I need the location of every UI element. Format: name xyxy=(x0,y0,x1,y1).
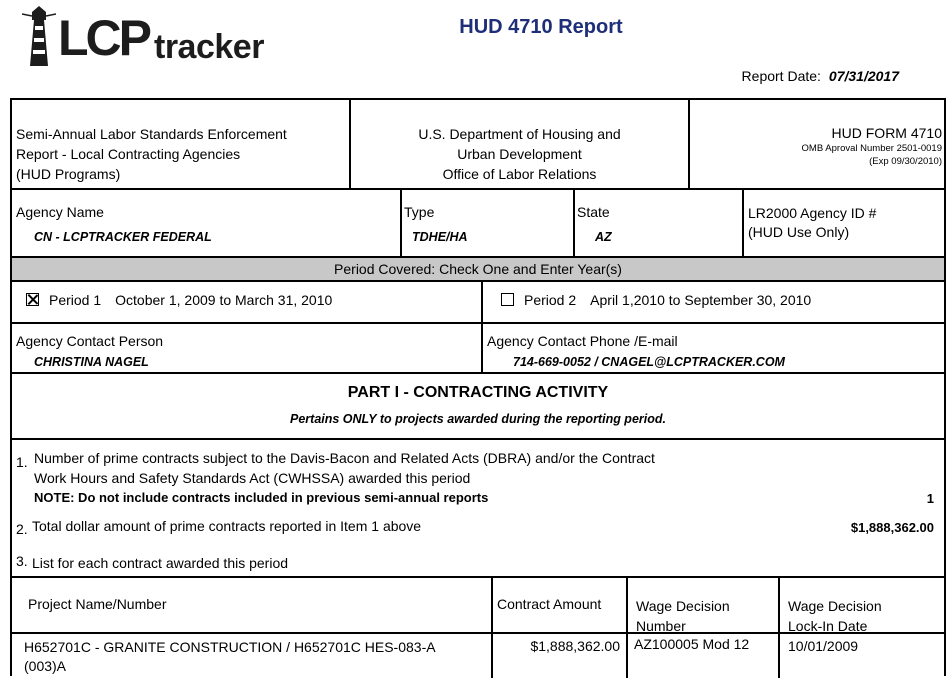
col-lock-line1: Wage Decision xyxy=(788,598,882,614)
col-amount-header xyxy=(493,578,628,632)
agency-row xyxy=(12,190,944,258)
item-1-note: NOTE: Do not include contracts included in previous semi-annual reports xyxy=(34,490,489,505)
row-lock: 10/01/2009 xyxy=(788,638,859,654)
contracts-table-header xyxy=(12,578,944,634)
period-covered-band: Period Covered: Check One and Enter Year(s) xyxy=(12,258,944,282)
logo-tracker-text: tracker xyxy=(154,28,264,66)
contact-phone-value: 714-669-0052 / CNAGEL@LCPTRACKER.COM xyxy=(513,355,785,369)
period-1-label: Period 1 xyxy=(49,292,102,308)
col-lock-line2: Lock-In Date xyxy=(788,618,868,632)
state-label: State xyxy=(577,204,610,220)
report-date-label: Report Date: xyxy=(741,68,821,84)
form-description-line2: Report - Local Contracting Agencies xyxy=(16,146,241,162)
col-wage-header xyxy=(628,578,780,632)
item-1-line2: Work Hours and Safety Standards Act (CWHSSA) awarded this period xyxy=(34,470,471,486)
state-cell xyxy=(575,190,744,256)
form-number-cell xyxy=(690,100,944,188)
col-project-label: Project Name/Number xyxy=(28,596,167,612)
items-section xyxy=(12,440,944,578)
col-amount-label: Contract Amount xyxy=(497,596,602,612)
contact-person-value: CHRISTINA NAGEL xyxy=(34,355,149,369)
table-row xyxy=(12,634,944,678)
form-description xyxy=(12,100,351,188)
part-1-title: PART I - CONTRACTING ACTIVITY xyxy=(347,384,609,401)
form-header-row xyxy=(12,100,944,190)
contact-row xyxy=(12,324,944,374)
lr2000-cell xyxy=(744,190,944,256)
row-project-cell xyxy=(12,634,493,678)
department-line2: Urban Development xyxy=(457,146,582,162)
contact-person-cell xyxy=(12,324,483,372)
report-date-value: 07/31/2017 xyxy=(828,68,899,84)
period-1-checkbox[interactable] xyxy=(26,293,39,306)
part-1-subtitle: Pertains ONLY to projects awarded during the reporting period. xyxy=(290,412,666,426)
row-project-line2: (003)A xyxy=(24,658,67,674)
lr2000-label: LR2000 Agency ID # xyxy=(748,205,877,221)
row-amount-cell xyxy=(493,634,628,678)
item-1-line1: Number of prime contracts subject to the Davis-Bacon and Related Acts (DBRA) and/or the Contract xyxy=(34,450,655,466)
logo-lcp-text: LCP xyxy=(58,10,149,66)
item-2-value: $1,888,362.00 xyxy=(850,520,934,535)
row-project-line1: H652701C - GRANITE CONSTRUCTION / H652701C HES-083-A xyxy=(24,639,436,655)
row-wage-cell xyxy=(628,634,780,678)
hud-4710-form xyxy=(10,98,946,676)
col-wage-line1: Wage Decision xyxy=(636,598,730,614)
department-line3: Office of Labor Relations xyxy=(442,166,597,182)
period-2-cell xyxy=(483,282,944,322)
period-1-range: October 1, 2009 to March 31, 2010 xyxy=(115,292,333,308)
col-lock-header xyxy=(780,578,944,632)
col-wage-line2: Number xyxy=(636,618,686,634)
form-name: HUD FORM 4710 xyxy=(831,125,942,141)
period-2-label: Period 2 xyxy=(524,292,577,308)
department-line1: U.S. Department of Housing and xyxy=(418,126,621,142)
item-1-number: 1. xyxy=(16,454,28,470)
department-cell xyxy=(351,100,690,188)
row-lock-cell xyxy=(780,634,944,678)
item-1-value: 1 xyxy=(926,491,934,506)
item-3-text: List for each contract awarded this period xyxy=(32,555,289,571)
agency-name-value: CN - LCPTRACKER FEDERAL xyxy=(34,230,212,244)
period-2-checkbox[interactable] xyxy=(501,293,514,306)
period-row xyxy=(12,282,944,324)
row-wage: AZ100005 Mod 12 xyxy=(634,636,750,652)
hud-use-only-label: (HUD Use Only) xyxy=(748,224,850,240)
page-title: HUD 4710 Report xyxy=(459,16,623,38)
agency-type-label: Type xyxy=(404,204,435,220)
agency-name-label: Agency Name xyxy=(16,204,104,220)
item-2-number: 2. xyxy=(16,521,28,537)
form-description-line1: Semi-Annual Labor Standards Enforcement xyxy=(16,126,287,142)
omb-expiration: (Exp 09/30/2010) xyxy=(869,156,942,167)
part-1-header xyxy=(12,374,944,440)
contact-phone-cell xyxy=(483,324,944,372)
row-amount: $1,888,362.00 xyxy=(530,638,620,654)
item-3-number: 3. xyxy=(16,553,28,569)
agency-type-value: TDHE/HA xyxy=(412,230,468,244)
omb-number: OMB Aproval Number 2501-0019 xyxy=(801,143,942,154)
period-2-range: April 1,2010 to September 30, 2010 xyxy=(590,292,812,308)
col-project-header xyxy=(12,578,493,632)
item-2-text: Total dollar amount of prime contracts reported in Item 1 above xyxy=(32,518,422,534)
period-1-cell xyxy=(12,282,483,322)
report-date xyxy=(742,68,899,84)
agency-type-cell xyxy=(402,190,575,256)
state-value: AZ xyxy=(595,230,612,244)
agency-name-cell xyxy=(12,190,402,256)
contact-phone-label: Agency Contact Phone /E-mail xyxy=(487,333,678,349)
contact-person-label: Agency Contact Person xyxy=(16,333,164,349)
form-description-line3: (HUD Programs) xyxy=(16,166,121,182)
